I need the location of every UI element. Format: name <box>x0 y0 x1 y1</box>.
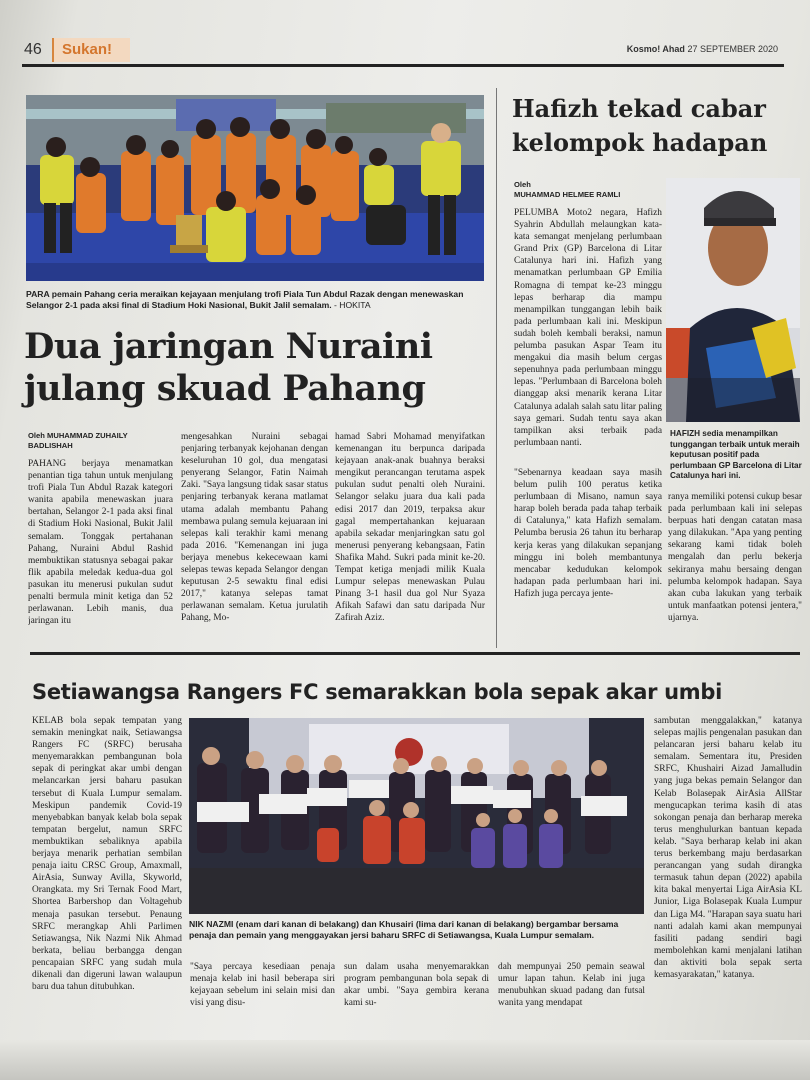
hafizh-headline <box>512 92 792 160</box>
hafizh-article-col1-top: PELUMBA Moto2 negara, Hafizh Syahrin Abdullah melaungkan kata-kata semangat menjelang perlumbaan Grand Prix (GP) Barcelona di Litar Catalunya hari ini. Hafizh yang menamatkan perlumbaan GP Emilia Romagna di tempat ke-23 minggu lepas berharap dia mampu menampilkan tunggangan lebih baik pada perlumbaan kali ini. Meskipun sudah boleh kembali beraksi, namun pelumba pasukan Aspar Team itu mengakui dia masih belum cergas sepenuhnya pada perlumbaan minggu lepas. "Perlumbaan di Barcelona boleh dianggap aksi menarik kerana Litar Catalunya adalah salah satu litar paling saya gemari. Sudah tentu saya akan tampilkan aksi terbaik pada perlumbaan nanti. <box>514 208 662 448</box>
srfc-headline: Setiawangsa Rangers FC semarakkan bola sepak akar umbi <box>32 680 722 704</box>
section-rule <box>30 652 800 655</box>
issue-date: 27 SEPTEMBER 2020 <box>687 44 778 54</box>
srfc-group-photo <box>189 718 644 914</box>
hafizh-photo-caption: HAFIZH sedia menampilkan tunggangan terbaik untuk meraih keputusan positif pada perlumbaan GP Barcelona di Litar Catalunya hari ini. <box>670 429 802 481</box>
pahang-photo-caption: PARA pemain Pahang ceria meraikan kejayaan menjulang trofi Piala Tun Abdul Razak dengan menewaskan Selangor 2-1 pada aksi final di Stadium Hoki Nasional, Bukit Jalil semalam. - HOKITA <box>26 289 464 310</box>
srfc-article-col3: sun dalam usaha menyemarakkan program pembangunan bola sepak di akar umbi. "Saya gembira kerana kami su- <box>344 962 489 1009</box>
page-fold <box>0 1040 810 1080</box>
photo-credit: - HOKITA <box>334 300 371 310</box>
section-tag <box>52 38 130 62</box>
hafizh-article-col1-bottom: "Sebenarnya keadaan saya masih belum pulih 100 peratus ketika perlumbaan di Misano, namun saya harap boleh berada pada tahap terbaik di Catalunya," kata Hafizh semalam. Pelumba berusia 26 tahun itu berharap kerja keras yang dilakukan sepanjang minggu ini boleh membantunya mencabar kedudukan kelompok hadapan pada perlumbaan hari ini. Hafizh juga percaya jente- <box>514 468 662 599</box>
section-label: Sukan! <box>62 41 113 58</box>
pahang-team-photo <box>26 95 484 281</box>
masthead <box>627 44 778 54</box>
srfc-article-col4: dah mempunyai 250 pemain seawal umur lapan tahun. Kelab ini juga menubuhkan skuad padang dan futsal wanita yang mendapat <box>498 962 645 1009</box>
pahang-article-col2: mengesahkan Nuraini sebagai penjaring terbanyak kejohanan dengan keseluruhan 10 gol, dua mengatasi penyerang Selangor, Fatin Naimah Zaki. "Saya langsung tidak sasar status penjaring terbanyak kerana matlamat utama adalah membantu Pahang membawa pulang semula kejuaraan ini selepas kali terakhir kami menang pada 2016. "Kemenangan ini juga berjaya menebus kekecewaan kami selepas tewas kepada Selangor dengan keputusan 2-5 sewaktu final edisi 2017," katanya selepas tamat perlawanan semalam. Ketua jurulatih Pahang, Mo- <box>181 432 328 624</box>
hafizh-headline-line1: Hafizh tekad cabar <box>512 94 766 123</box>
pahang-headline-line1: Dua jaringan Nuraini <box>24 326 433 367</box>
srfc-photo-caption: NIK NAZMI (enam dari kanan di belakang) dan Khusairi (lima dari kanan di belakang) bergambar bersama penaja dan pemain yang menggayakan jersi baharu SRFC di Setiawangsa, Kuala Lumpur semalam. <box>189 919 619 940</box>
publication-name: Kosmo! Ahad <box>626 44 685 54</box>
header-rule <box>22 64 784 67</box>
column-divider <box>496 88 497 648</box>
hafizh-rider-photo <box>666 178 800 422</box>
srfc-article-col5: sambutan menggalakkan," katanya selepas majlis pengenalan pasukan dan pelancaran jersi baharu kelab itu semalam. Sementara itu, Presiden SRFC, Khushairi Aizad Jamalludin yang juga bekas pemain Selangor dan Kelab Bolasepak AirAsia AllStar mengucapkan terima kasih di atas sokongan penaja dan berharap mereka terus menghulurkan bantuan kepada kelab. "Saya berharap kelab ini akan terus berkembang maju berdasarkan perancangan yang sudah dirangka termasuk tahun depan (2022) apabila kita bakal menyertai Liga AirAsia KL Junior, Liga Bolasepak Kuala Lumpur dan Liga M4. "Harapan saya suatu hari nanti adalah kami akan mempunyai fasiliti padang sendiri bagi membolehkan kami menjalani latihan dan aktiviti bola sepak serta kemasyarakatan," katanya. <box>654 716 802 980</box>
hafizh-article-col2-bottom: ranya memiliki potensi cukup besar pada perlumbaan kali ini selepas berpuas hati dengan catatan masa yang dilakukan. "Apa yang penting sekarang kami tidak boleh mengalah dan perlu bekerja sekiranya mahu bersaing dengan pelumba kelompok hadapan. Saya akan cuba lakukan yang terbaik untuk manfaatkan potensi jentera," ujarnya. <box>668 492 802 623</box>
pahang-headline-line2: julang skuad Pahang <box>24 368 426 409</box>
pahang-article-col1: PAHANG berjaya menamatkan penantian tiga tahun untuk menjulang trofi Piala Tun Abdul Razak kategori wanita apabila menewaskan juara bertahan, Selangor 2-1 pada aksi final di Stadium Hoki Nasional, Bukit Jalil semalam. Tonggak pertahanan Pahang, Nuraini Abdul Rashid membuktikan statusnya sebagai pakar flik apabila meledak kedua-dua gol pasukan itu menerusi pukulan sudut penalti bermula minit ketiga dan 52 perlawanan. Lebih manis, dua jaringan itu <box>28 459 173 627</box>
srfc-article-col1: KELAB bola sepak tempatan yang semakin meningkat naik, Setiawangsa Rangers FC (SRFC) berusaha menyemarakkan pembangunan bola sepak di peringkat akar umbi dengan melancarkan jersi baharu pasukan tersebut di Kuala Lumpur semalam. Meskipun pandemik Covid-19 menyebabkan banyak kelab bola sepak tempatan bergelut, namun SRFC membuktikan sebaliknya apabila berjaya menarik perhatian sembilan penaja iaitu CRSC Group, Amaxmall, AirAsia, Sunway Avilla, Skyworld, Orangkata. my Sri Ternak Food Mart, Shortea Barbershop dan Voltagehub menaja pasukan tersebut. Penaung SRFC merangkap Ahli Parlimen Setiawangsa, Nik Nazmi Nik Ahmad berkata, beliau berbangga dengan pencapaian SRFC yang sudah mula dikenali dan digeruni lawan walaupun baru dua tahun ditubuhkan. <box>32 716 182 993</box>
pahang-article-col3: hamad Sabri Mohamad menyifatkan kemenangan itu berpunca daripada kejayaan anak-anak buahnya beraksi mengikut perancangan terutama aspek pukulan sudut penalti oleh Nuraini. Selangor selaku juara dua kali pada edisi 2017 dan 2019, terpaksa akur gagal mempertahankan kejuaraan apabila sekadar menjaringkan satu gol menerusi penyerang kebangsaan, Fatin Shafika Mahd. Sukri pada minit ke-20. Tempat ketiga menjadi milik Kuala Lumpur selepas menewaskan Pulau Pinang 3-1 hasil dua gol Nur Syaza Afikah Safawi dan satu daripada Nur Zafirah Aziz. <box>335 432 485 624</box>
hafizh-headline-line2: kelompok hadapan <box>512 128 768 157</box>
page-number: 46 <box>24 41 42 58</box>
pahang-byline: Oleh MUHAMMAD ZUHAILY BADLISHAH <box>28 431 128 450</box>
pahang-headline <box>24 326 494 410</box>
srfc-article-col2: "Saya percaya kesediaan penaja menaja kelab ini hasil beberapa siri kejayaan sebelum ini selain misi dan visi yang disu- <box>190 962 335 1009</box>
hafizh-byline: Oleh MUHAMMAD HELMEE RAMLI <box>514 180 621 199</box>
